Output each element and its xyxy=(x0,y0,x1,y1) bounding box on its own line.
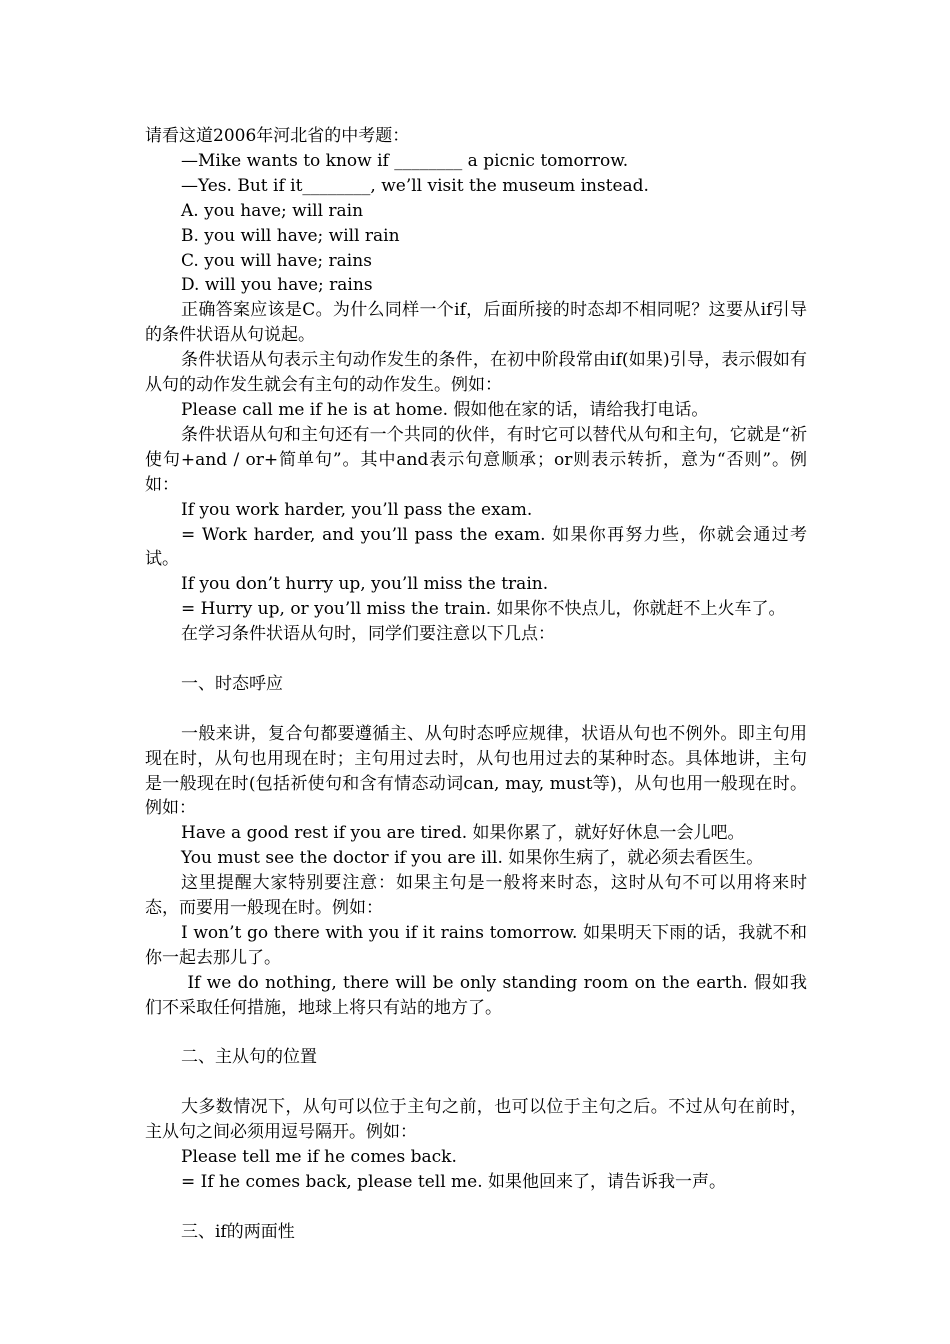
notes-intro: 在学习条件状语从句时，同学们要注意以下几点： xyxy=(181,624,555,645)
example-line: Have a good rest if you are tired. 如果你累了，就好好休息一会儿吧。 xyxy=(181,823,745,844)
example-line: = Hurry up, or you’ll miss the train. 如果你不快点儿，你就赶不上火车了。 xyxy=(181,599,786,620)
definition-paragraph: 条件状语从句表示主句动作发生的条件，在初中阶段常由if(如果)引导，表示假如有从句的动作发生就会有主句的动作发生。例如： xyxy=(145,350,807,396)
option-d: D. will you have; rains xyxy=(181,275,373,296)
section1-paragraph-1: 一般来讲，复合句都要遵循主、从句时态呼应规律，状语从句也不例外。即主句用现在时，从句也用现在时；主句用过去时，从句也用过去的某种时态。具体地讲，主句是一般现在时(包括祈使句和含有情态动词can, may, must等)，从句也用一般现在时。例如： xyxy=(145,723,807,819)
example-line: If we do nothing, there will be only standing room on the earth. 假如我们不采取任何措施，地球上将只有站的地方了。 xyxy=(145,972,808,1018)
example-line: = If he comes back, please tell me. 如果他回来了，请告诉我一声。 xyxy=(181,1172,727,1192)
blank-line xyxy=(145,1195,807,1220)
example-line: I won’t go there with you if it rains tomorrow. 如果明天下雨的话，我就不和你一起去那儿了。 xyxy=(145,922,807,968)
document-body xyxy=(145,124,807,1245)
blank-line xyxy=(145,1070,807,1095)
section1-paragraph-2: 这里提醒大家特别要注意：如果主句是一般将来时态，这时从句不可以用将来时态，而要用一般现在时。例如： xyxy=(145,873,807,919)
example-line: Please tell me if he comes back. xyxy=(181,1147,457,1168)
example-line: If you don’t hurry up, you’ll miss the train. xyxy=(181,574,549,595)
partner-paragraph: 条件状语从句和主句还有一个共同的伙伴，有时它可以替代从句和主句，它就是“祈使句+and / or+简单句”。其中and表示句意顺承；or则表示转折，意为“否则”。例如： xyxy=(145,424,807,495)
section-heading-3: 三、if的两面性 xyxy=(181,1221,295,1242)
option-b: B. you will have; will rain xyxy=(181,225,400,246)
section2-paragraph-1: 大多数情况下，从句可以位于主句之前，也可以位于主句之后。不过从句在前时，主从句之间必须用逗号隔开。例如： xyxy=(145,1097,807,1143)
question-line-2: —Yes. But if it________, we’ll visit the museum instead. xyxy=(181,175,649,196)
example-line: Please call me if he is at home. 假如他在家的话，请给我打电话。 xyxy=(181,399,709,420)
intro-line: 请看这道2006年河北省的中考题： xyxy=(145,126,410,146)
option-c: C. you will have; rains xyxy=(181,250,372,271)
example-line: If you work harder, you’ll pass the exam. xyxy=(181,499,533,520)
blank-line xyxy=(145,697,807,722)
option-a: A. you have; will rain xyxy=(181,200,364,221)
blank-line xyxy=(145,1021,807,1046)
blank-line xyxy=(145,647,807,672)
example-line: = Work harder, and you’ll pass the exam. 如果你再努力些，你就会通过考试。 xyxy=(145,524,807,570)
section-heading-1: 一、时态呼应 xyxy=(181,673,283,694)
question-line-1: —Mike wants to know if ________ a picnic tomorrow. xyxy=(181,150,629,171)
answer-paragraph: 正确答案应该是C。为什么同样一个if，后面所接的时态却不相同呢？这要从if引导的条件状语从句说起。 xyxy=(145,300,807,346)
section-heading-2: 二、主从句的位置 xyxy=(181,1047,317,1068)
example-line: You must see the doctor if you are ill. 如果你生病了，就必须去看医生。 xyxy=(181,848,764,869)
